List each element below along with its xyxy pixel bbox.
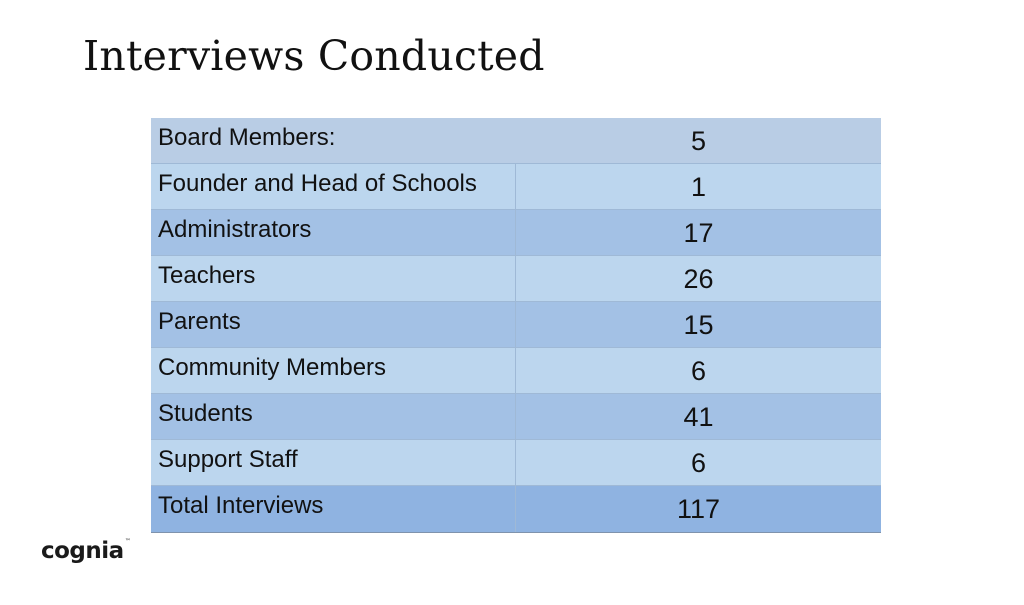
table-row-total (151, 486, 881, 532)
row-value: 41 (683, 402, 714, 432)
row-label: Parents (151, 302, 516, 347)
row-label: Students (151, 394, 516, 439)
row-label: Administrators (151, 210, 516, 255)
row-label: Founder and Head of Schools (151, 164, 516, 209)
table-row (151, 210, 881, 256)
row-value: 6 (690, 448, 707, 478)
row-value: 26 (683, 264, 714, 294)
row-value: 15 (683, 310, 714, 340)
cognia-logo (41, 538, 130, 564)
interviews-table (151, 118, 881, 532)
table-row (151, 394, 881, 440)
table-row (151, 164, 881, 210)
row-value: 6 (690, 356, 707, 386)
table-row (151, 256, 881, 302)
row-label: Community Members (151, 348, 516, 393)
row-value: 5 (690, 126, 707, 156)
logo-text: cognia (41, 538, 124, 564)
row-label: Total Interviews (151, 486, 516, 532)
row-value: 117 (676, 494, 721, 524)
row-label: Support Staff (151, 440, 516, 485)
logo-trademark: ™ (124, 538, 131, 545)
table-row (151, 118, 881, 164)
table-row (151, 348, 881, 394)
table-row (151, 302, 881, 348)
table-row (151, 440, 881, 486)
row-label: Teachers (151, 256, 516, 301)
row-label: Board Members: (158, 124, 336, 151)
row-value: 17 (683, 218, 714, 248)
row-value: 1 (690, 172, 707, 202)
slide-title: Interviews Conducted (83, 32, 545, 80)
